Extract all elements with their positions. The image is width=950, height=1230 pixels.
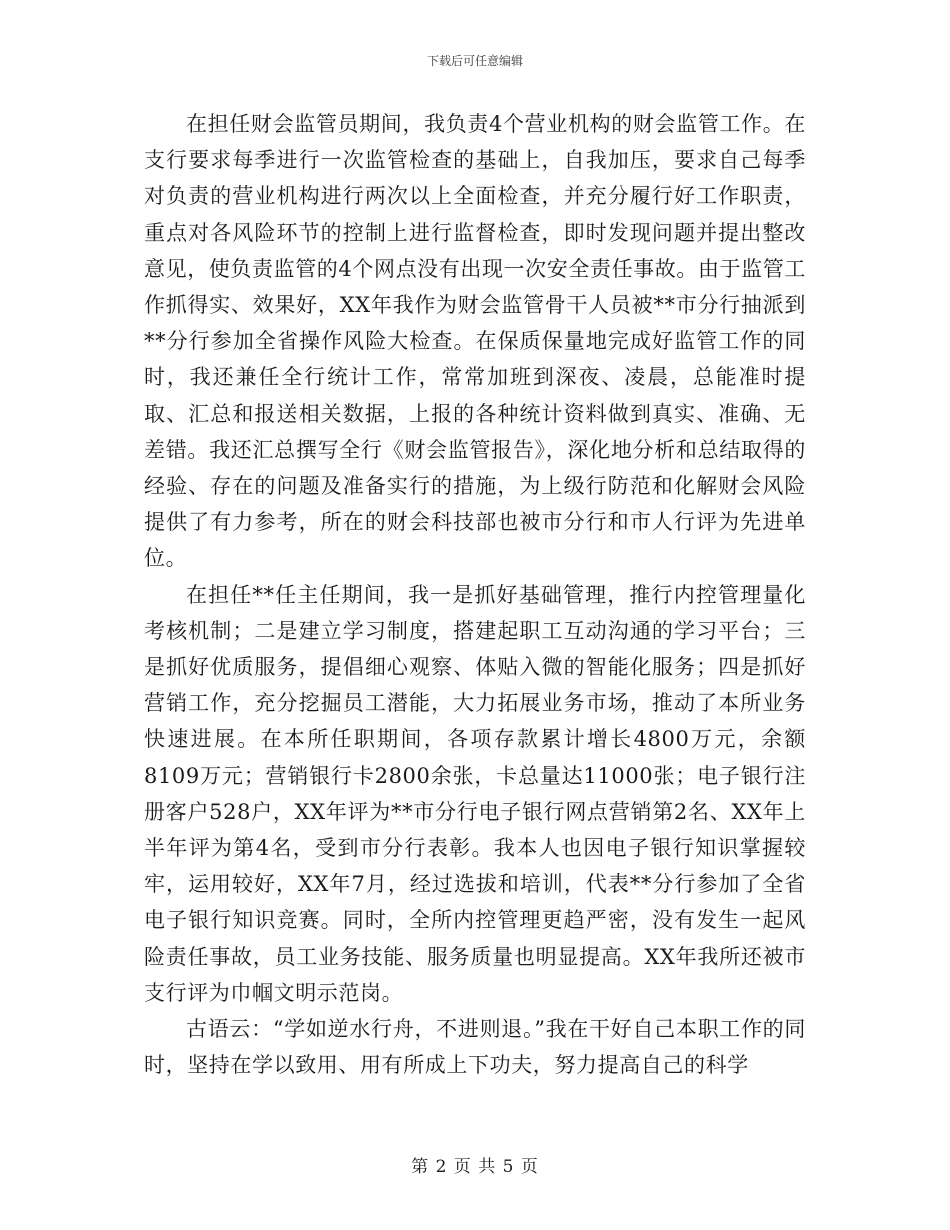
paragraph-supervision: 在担任财会监管员期间，我负责4个营业机构的财会监管工作。在支行要求每季进行一次监管检查的基础上，自我加压，要求自己每季对负责的营业机构进行两次以上全面检查，并充分履行好工作职责，重点对各风险环节的控制上进行监督检查，即时发现问题并提出整改意见，使负责监管的4个网点没有出现一次安全责任事故。由于监管工作抓得实、效果好，XX年我作为财会监管骨干人员被**市分行抽派到**分行参加全省操作风险大检查。在保质保量地完成好监管工作的同时，我还兼任全行统计工作，常常加班到深夜、凌晨，总能准时提取、汇总和报送相关数据，上报的各种统计资料做到真实、准确、无差错。我还汇总撰写全行《财会监管报告》，深化地分析和总结取得的经验、存在的问题及准备实行的措施，为上级行防范和化解财会风险提供了有力参考，所在的财会科技部也被市分行和市人行评为先进单位。 xyxy=(144,112,806,571)
paragraph-director: 在担任**任主任期间，我一是抓好基础管理，推行内控管理量化考核机制；二是建立学习制度，搭建起职工互动沟通的学习平台；三是抓好优质服务，提倡细心观察、体贴入微的智能化服务；四是抓好营销工作，充分挖掘员工潜能，大力拓展业务市场，推动了本所业务快速进展。在本所任职期间，各项存款累计增长4800万元，余额8109万元；营销银行卡2800余张，卡总量达11000张；电子银行注册客户528户，XX年评为**市分行电子银行网点营销第2名、XX年上半年评为第4名，受到市分行表彰。我本人也因电子银行知识掌握较牢，运用较好，XX年7月，经过选拔和培训，代表**分行参加了全省电子银行知识竞赛。同时，全所内控管理更趋严密，没有发生一起风险责任事故，员工业务技能、服务质量也明显提高。XX年我所还被市支行评为巾帼文明示范岗。 xyxy=(144,582,806,1005)
body-text xyxy=(144,106,806,1083)
paragraph-study: 古语云：“学如逆水行舟，不进则退。”我在干好自己本职工作的同时，坚持在学以致用、用有所成上下功夫，努力提高自己的科学 xyxy=(144,1017,806,1078)
page-number: 第 2 页 共 5 页 xyxy=(411,1157,539,1177)
header-note: 下载后可任意编辑 xyxy=(426,54,523,68)
